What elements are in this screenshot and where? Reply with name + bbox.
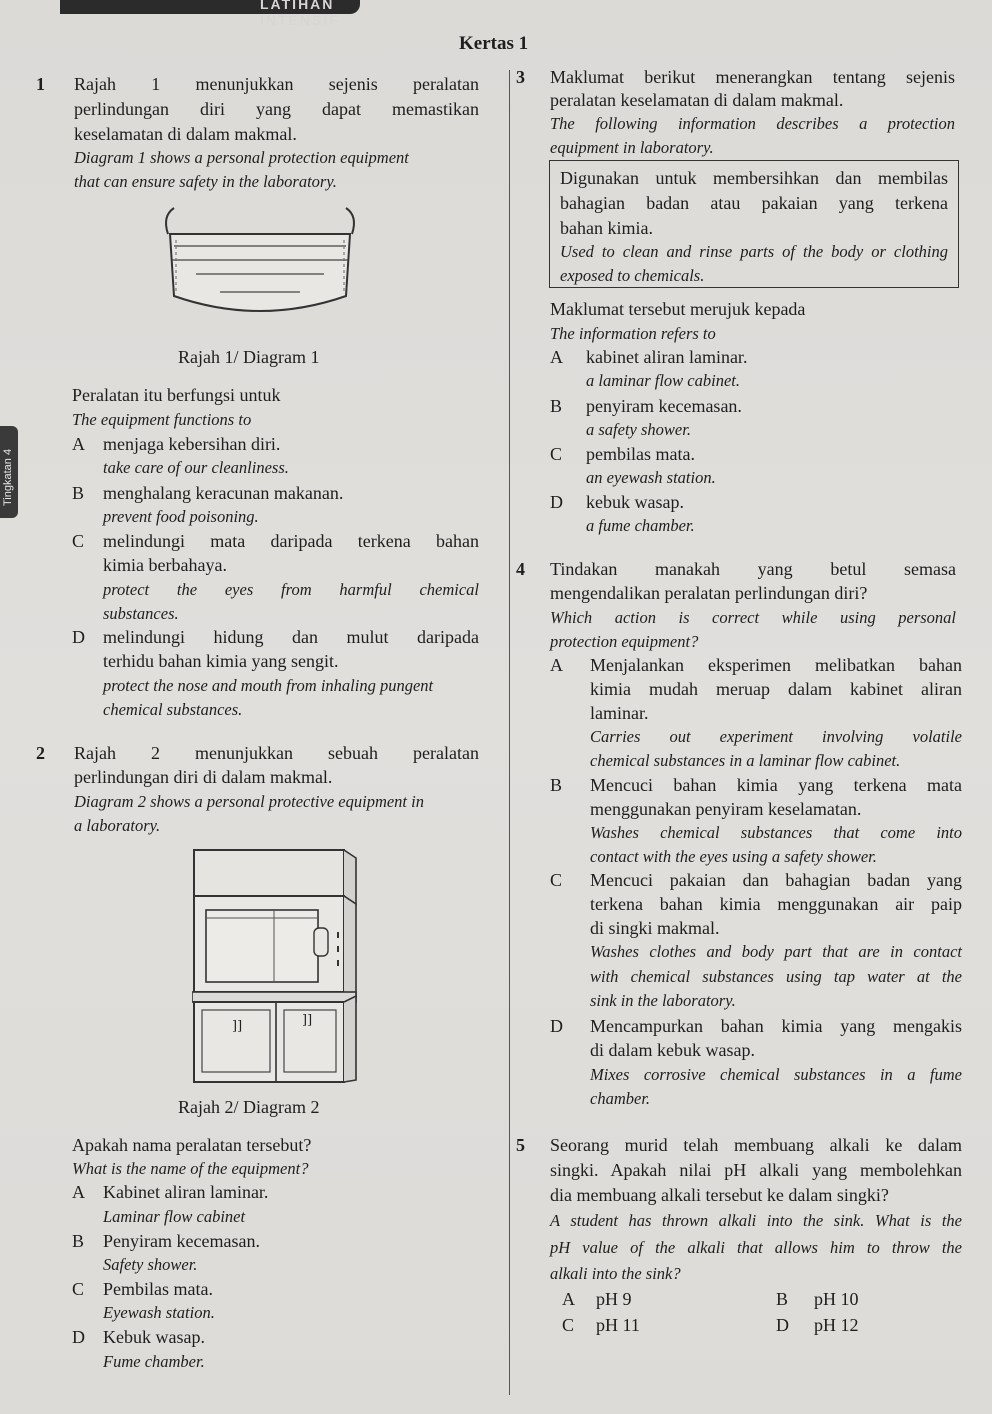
q1-option-b-letter[interactable]: B [72, 483, 85, 503]
q3-option-d[interactable]: kebuk wasap. [586, 492, 684, 512]
q5-option-d[interactable]: pH 12 [814, 1315, 859, 1335]
q3-question: Maklumat tersebut merujuk kepada [550, 299, 806, 319]
q3-box-text: Digunakan untuk membersihkan dan membilas [560, 168, 948, 188]
q4-option-c-line: terkena bahan kimia menggunakan air paip [590, 894, 962, 914]
q1-option-a-letter[interactable]: A [72, 434, 85, 454]
q2-stem-en: a laboratory. [74, 816, 161, 835]
face-mask-diagram [150, 200, 370, 330]
q1-option-c-en: protect the eyes from harmful chemical [103, 580, 479, 599]
q4-option-b-en: Washes chemical substances that come into [590, 823, 962, 842]
fume-chamber-diagram [192, 848, 360, 1086]
q4-option-a[interactable]: Menjalankan eksperimen melibatkan bahan [590, 655, 962, 675]
q5-stem-line: dia membuang alkali tersebut ke dalam singki? [550, 1185, 889, 1205]
q3-option-a[interactable]: kabinet aliran laminar. [586, 347, 748, 367]
q3-box-text-en: Used to clean and rinse parts of the body or clothing [560, 242, 948, 261]
q4-option-c[interactable]: Mencuci pakaian dan bahagian badan yang [590, 870, 962, 890]
q5-option-c[interactable]: pH 11 [596, 1315, 640, 1335]
q1-option-c-letter[interactable]: C [72, 531, 85, 551]
q3-option-a-en: a laminar flow cabinet. [586, 371, 740, 390]
q3-stem-en: equipment in laboratory. [550, 138, 714, 157]
q2-option-c[interactable]: Pembilas mata. [103, 1279, 213, 1299]
q1-stem-line: Rajah 1 menunjukkan sejenis peralatan [74, 74, 479, 94]
q4-stem-line: mengendalikan peralatan perlindungan diri? [550, 583, 868, 603]
q2-number: 2 [36, 743, 45, 763]
q1-option-d-en: chemical substances. [103, 700, 243, 719]
q4-option-d[interactable]: Mencampurkan bahan kimia yang mengakis [590, 1016, 962, 1036]
side-tab [0, 426, 18, 518]
q3-question-en: The information refers to [550, 324, 716, 343]
q3-stem-line: Maklumat berikut menerangkan tentang sejenis [550, 67, 955, 87]
column-divider [509, 70, 510, 1395]
side-tab-label: Tingkatan 4 [2, 448, 14, 506]
q5-option-c-letter[interactable]: C [562, 1315, 575, 1335]
q2-option-d-en: Fume chamber. [103, 1352, 205, 1371]
q2-stem-line: Rajah 2 menunjukkan sebuah peralatan [74, 743, 479, 763]
q2-option-d-letter[interactable]: D [72, 1327, 85, 1347]
q4-option-d-en: Mixes corrosive chemical substances in a fume [590, 1065, 962, 1084]
q2-option-c-letter[interactable]: C [72, 1279, 85, 1299]
q4-option-a-line: kimia mudah meruap dalam kabinet aliran [590, 679, 962, 699]
q5-option-b-letter[interactable]: B [776, 1289, 789, 1309]
q5-stem-en: pH value of the alkali that allows him to throw the [550, 1238, 962, 1257]
q4-option-d-letter[interactable]: D [550, 1016, 563, 1036]
q3-option-c[interactable]: pembilas mata. [586, 444, 695, 464]
q1-option-c-line2: kimia berbahaya. [103, 555, 227, 575]
q2-caption: Rajah 2/ Diagram 2 [178, 1097, 320, 1117]
q2-option-a-en: Laminar flow cabinet [103, 1207, 246, 1226]
q5-option-a-letter[interactable]: A [562, 1289, 575, 1309]
q4-stem-line: Tindakan manakah yang betul semasa [550, 559, 956, 579]
q3-stem-line: peralatan keselamatan di dalam makmal. [550, 90, 844, 110]
q4-option-d-en: chamber. [590, 1089, 651, 1108]
q4-option-c-letter[interactable]: C [550, 870, 563, 890]
q2-stem-en: Diagram 2 shows a personal protective equipment in [74, 792, 424, 811]
q5-stem-line: singki. Apakah nilai pH alkali yang membolehkan [550, 1160, 962, 1180]
q4-option-c-line: di singki makmal. [590, 918, 720, 938]
paper-title: Kertas 1 [459, 33, 529, 54]
svg-text:]]: ]] [302, 1013, 313, 1028]
header-band-text: LATIHAN INTENSIF [260, 0, 340, 28]
q2-option-c-en: Eyewash station. [103, 1303, 215, 1322]
q3-option-c-letter[interactable]: C [550, 444, 563, 464]
q5-stem-en: A student has thrown alkali into the sink. What is the [550, 1211, 962, 1230]
q3-option-d-letter[interactable]: D [550, 492, 563, 512]
q4-option-c-en: with chemical substances using tap water at the [590, 967, 962, 986]
q1-stem-line: perlindungan diri yang dapat memastikan [74, 99, 479, 119]
q3-box-text: bahagian badan atau pakaian yang terkena [560, 193, 948, 213]
q5-option-a[interactable]: pH 9 [596, 1289, 632, 1309]
q1-option-d-en: protect the nose and mouth from inhaling pungent [103, 676, 434, 695]
header-band [60, 0, 360, 28]
q5-stem-line: Seorang murid telah membuang alkali ke dalam [550, 1135, 962, 1155]
q3-option-c-en: an eyewash station. [586, 468, 716, 487]
q3-option-b-letter[interactable]: B [550, 396, 563, 416]
q4-stem-en: Which action is correct while using personal [550, 608, 956, 627]
q1-caption: Rajah 1/ Diagram 1 [178, 347, 320, 367]
q4-number: 4 [516, 559, 525, 579]
q3-option-b[interactable]: penyiram kecemasan. [586, 396, 742, 416]
q1-number: 1 [36, 74, 45, 94]
q3-option-d-en: a fume chamber. [586, 516, 695, 535]
q2-option-a[interactable]: Kabinet aliran laminar. [103, 1182, 269, 1202]
q1-option-b[interactable]: menghalang keracunan makanan. [103, 483, 344, 503]
q1-stem-line: keselamatan di dalam makmal. [74, 124, 297, 144]
q2-stem-line: perlindungan diri di dalam makmal. [74, 767, 333, 787]
q1-stem-en: that can ensure safety in the laboratory. [74, 172, 337, 191]
q4-option-b-letter[interactable]: B [550, 775, 563, 795]
q3-option-a-letter[interactable]: A [550, 347, 563, 367]
q1-option-c-en: substances. [103, 604, 179, 623]
q2-question: Apakah nama peralatan tersebut? [72, 1135, 312, 1155]
q1-option-d[interactable]: melindungi hidung dan mulut daripada [103, 627, 479, 647]
q1-question: Peralatan itu berfungsi untuk [72, 385, 281, 405]
svg-text:]]: ]] [232, 1019, 243, 1034]
q3-option-b-en: a safety shower. [586, 420, 691, 439]
q4-option-c-en: Washes clothes and body part that are in contact [590, 942, 962, 961]
q2-option-a-letter[interactable]: A [72, 1182, 85, 1202]
q3-box-text: bahan kimia. [560, 218, 653, 238]
q3-number: 3 [516, 67, 525, 87]
q5-option-b[interactable]: pH 10 [814, 1289, 859, 1309]
q4-option-c-en: sink in the laboratory. [590, 991, 736, 1010]
q2-question-en: What is the name of the equipment? [72, 1159, 309, 1178]
q4-option-b-line: menggunakan penyiram keselamatan. [590, 799, 862, 819]
q2-option-b-letter[interactable]: B [72, 1231, 85, 1251]
q5-number: 5 [516, 1135, 525, 1155]
q4-option-b-en: contact with the eyes using a safety shower. [590, 847, 877, 866]
q4-option-b[interactable]: Mencuci bahan kimia yang terkena mata [590, 775, 962, 795]
q1-option-b-en: prevent food poisoning. [103, 507, 259, 526]
q1-stem-en: Diagram 1 shows a personal protection equipment [74, 148, 409, 167]
q3-box-text-en: exposed to chemicals. [560, 266, 705, 285]
q4-stem-en: protection equipment? [550, 632, 699, 651]
q5-option-d-letter[interactable]: D [776, 1315, 789, 1335]
q1-option-c[interactable]: melindungi mata daripada terkena bahan [103, 531, 479, 551]
q1-question-en: The equipment functions to [72, 410, 252, 429]
q2-option-b-en: Safety shower. [103, 1255, 198, 1274]
q4-option-a-en: chemical substances in a laminar flow cabinet. [590, 751, 901, 770]
q4-option-a-line: laminar. [590, 703, 649, 723]
q2-option-b[interactable]: Penyiram kecemasan. [103, 1231, 260, 1251]
q1-option-a[interactable]: menjaga kebersihan diri. [103, 434, 281, 454]
q1-option-a-en: take care of our cleanliness. [103, 458, 289, 477]
q3-stem-en: The following information describes a protection [550, 114, 955, 133]
q4-option-a-letter[interactable]: A [550, 655, 563, 675]
q1-option-d-line2: terhidu bahan kimia yang sengit. [103, 651, 339, 671]
q2-option-d[interactable]: Kebuk wasap. [103, 1327, 205, 1347]
q5-stem-en: alkali into the sink? [550, 1264, 681, 1283]
q4-option-d-line: di dalam kebuk wasap. [590, 1040, 755, 1060]
q4-option-a-en: Carries out experiment involving volatile [590, 727, 962, 746]
q1-option-d-letter[interactable]: D [72, 627, 85, 647]
